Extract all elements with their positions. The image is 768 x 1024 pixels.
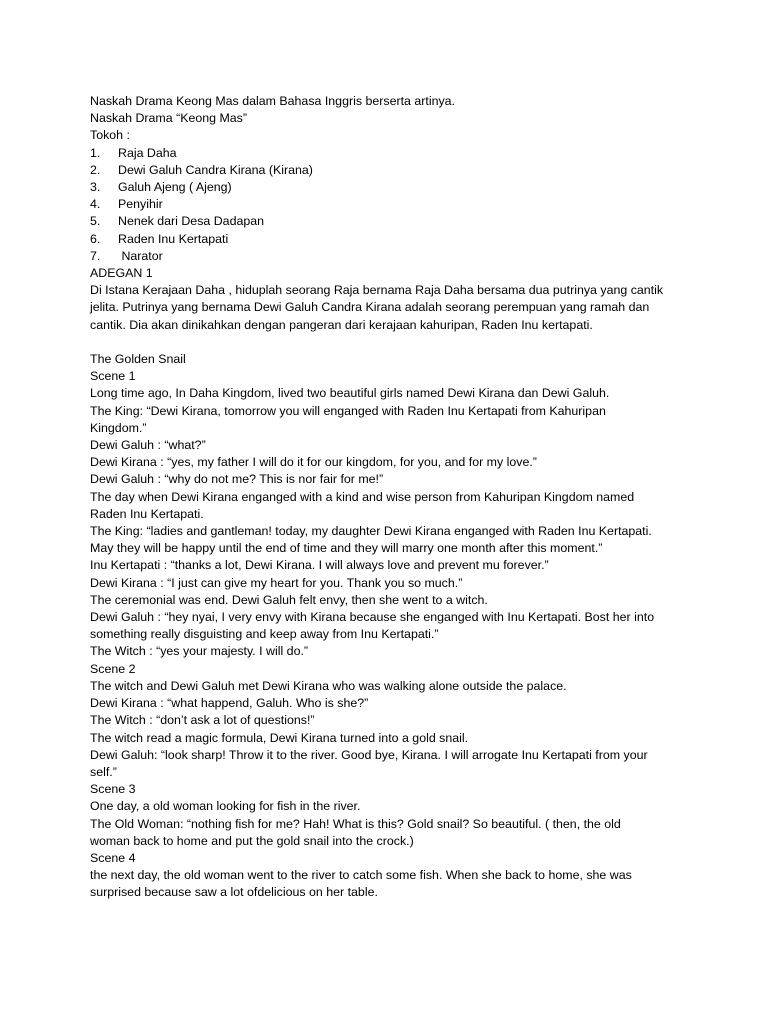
character-name: Penyihir [118, 197, 163, 212]
character-name: Raja Daha [118, 145, 177, 160]
list-number: 4. [90, 197, 101, 212]
document-title: Naskah Drama Keong Mas dalam Bahasa Inggris berserta artinya. [90, 94, 456, 108]
script-line: the next day, the old woman went to the river to catch some fish. When she back to home, she was [90, 868, 632, 883]
list-number: 5. [90, 214, 101, 229]
script-line: surprised because saw a lot ofdelicious on her table. [90, 885, 378, 900]
paragraph-line: cantik. Dia akan dinikahkan dengan pangeran dari kerajaan kahuripan, Raden Inu kertapati. [90, 317, 593, 332]
character-name: Raden Inu Kertapati [118, 231, 229, 246]
character-name: Galuh Ajeng ( Ajeng) [118, 180, 232, 195]
adegan-heading: ADEGAN 1 [90, 266, 153, 281]
script-line: Dewi Galuh : “why do not me? This is nor fair for me!” [90, 472, 384, 487]
script-line: self.” [90, 764, 117, 779]
list-number: 3. [90, 180, 101, 195]
list-item [90, 162, 680, 179]
list-item [90, 179, 680, 196]
list-item [90, 145, 680, 162]
script-line: The Witch : “yes your majesty. I will do.” [90, 644, 309, 659]
character-name: Dewi Galuh Candra Kirana (Kirana) [118, 162, 313, 177]
script-line: Raden Inu Kertapati. [90, 506, 204, 521]
script-line: The day when Dewi Kirana enganged with a kind and wise person from Kahuripan Kingdom named [90, 489, 635, 504]
list-item [90, 231, 680, 248]
character-name: Nenek dari Desa Dadapan [118, 214, 265, 229]
document-page [90, 93, 680, 902]
script-line: One day, a old woman looking for fish in the river. [90, 799, 361, 814]
list-item [90, 248, 680, 265]
list-number: 2. [90, 162, 101, 177]
script-line: Dewi Kirana : “yes, my father I will do it for our kingdom, for you, and for my love.” [90, 455, 537, 470]
script-line: The witch read a magic formula, Dewi Kirana turned into a gold snail. [90, 730, 469, 745]
story-title: The Golden Snail [90, 352, 186, 367]
scene-heading: Scene 3 [90, 782, 136, 797]
script-line: something really disguisting and keep away from Inu Kertapati.” [90, 627, 439, 642]
character-list [90, 145, 680, 265]
script-line: Inu Kertapati : “thanks a lot, Dewi Kirana. I will always love and prevent mu forever.” [90, 558, 549, 573]
list-number: 1. [90, 145, 101, 160]
script-line: Dewi Kirana : “I just can give my heart for you. Thank you so much.” [90, 575, 463, 590]
scene-heading: Scene 4 [90, 850, 136, 865]
scene-heading: Scene 1 [90, 369, 136, 384]
script-line: Kingdom.” [90, 420, 147, 435]
script-line: The witch and Dewi Galuh met Dewi Kirana who was walking alone outside the palace. [90, 678, 567, 693]
list-number: 6. [90, 231, 101, 246]
list-item [90, 196, 680, 213]
script-line: The Witch : “don’t ask a lot of questions!” [90, 713, 315, 728]
script-line: Dewi Kirana : “what happend, Galuh. Who is she?” [90, 696, 369, 711]
paragraph-line: jelita. Putrinya yang bernama Dewi Galuh Candra Kirana adalah seorang perempuan yang ramah dan [90, 300, 650, 315]
script-line: The Old Woman: “nothing fish for me? Hah! What is this? Gold snail? So beautiful. ( then, the old [90, 816, 621, 831]
script-line: Dewi Galuh : “hey nyai, I very envy with Kirana because she enganged with Inu Kertapati. Bost her into [90, 610, 655, 625]
script-line: May they will be happy until the end of time and they will marry one month after this moment.” [90, 541, 603, 556]
list-number: 7. [90, 248, 101, 263]
paragraph-spacer [90, 334, 680, 351]
script-line: Dewi Galuh : “what?” [90, 438, 206, 453]
script-line: woman back to home and put the gold snail into the crock.) [90, 833, 414, 848]
adegan-paragraph [90, 282, 680, 334]
script-line: Long time ago, In Daha Kingdom, lived two beautiful girls named Dewi Kirana dan Dewi Galuh. [90, 386, 610, 401]
script-line: The King: “ladies and gantleman! today, my daughter Dewi Kirana enganged with Raden Inu Kertapati. [90, 524, 652, 539]
character-name: Narator [118, 248, 163, 263]
paragraph-line: Di Istana Kerajaan Daha , hiduplah seorang Raja bernama Raja Daha bersama dua putrinya yang cantik [90, 283, 664, 298]
script-line: Dewi Galuh: “look sharp! Throw it to the river. Good bye, Kirana. I will arrogate Inu Kertapati from your [90, 747, 648, 762]
script-line: The ceremonial was end. Dewi Galuh felt envy, then she went to a witch. [90, 592, 488, 607]
tokoh-label: Tokoh : [90, 128, 130, 143]
script-line: The King: “Dewi Kirana, tomorrow you will enganged with Raden Inu Kertapati from Kahuripan [90, 403, 606, 418]
list-item [90, 213, 680, 230]
scene-heading: Scene 2 [90, 661, 136, 676]
drama-title: Naskah Drama “Keong Mas” [90, 111, 248, 126]
story-body [90, 368, 680, 901]
